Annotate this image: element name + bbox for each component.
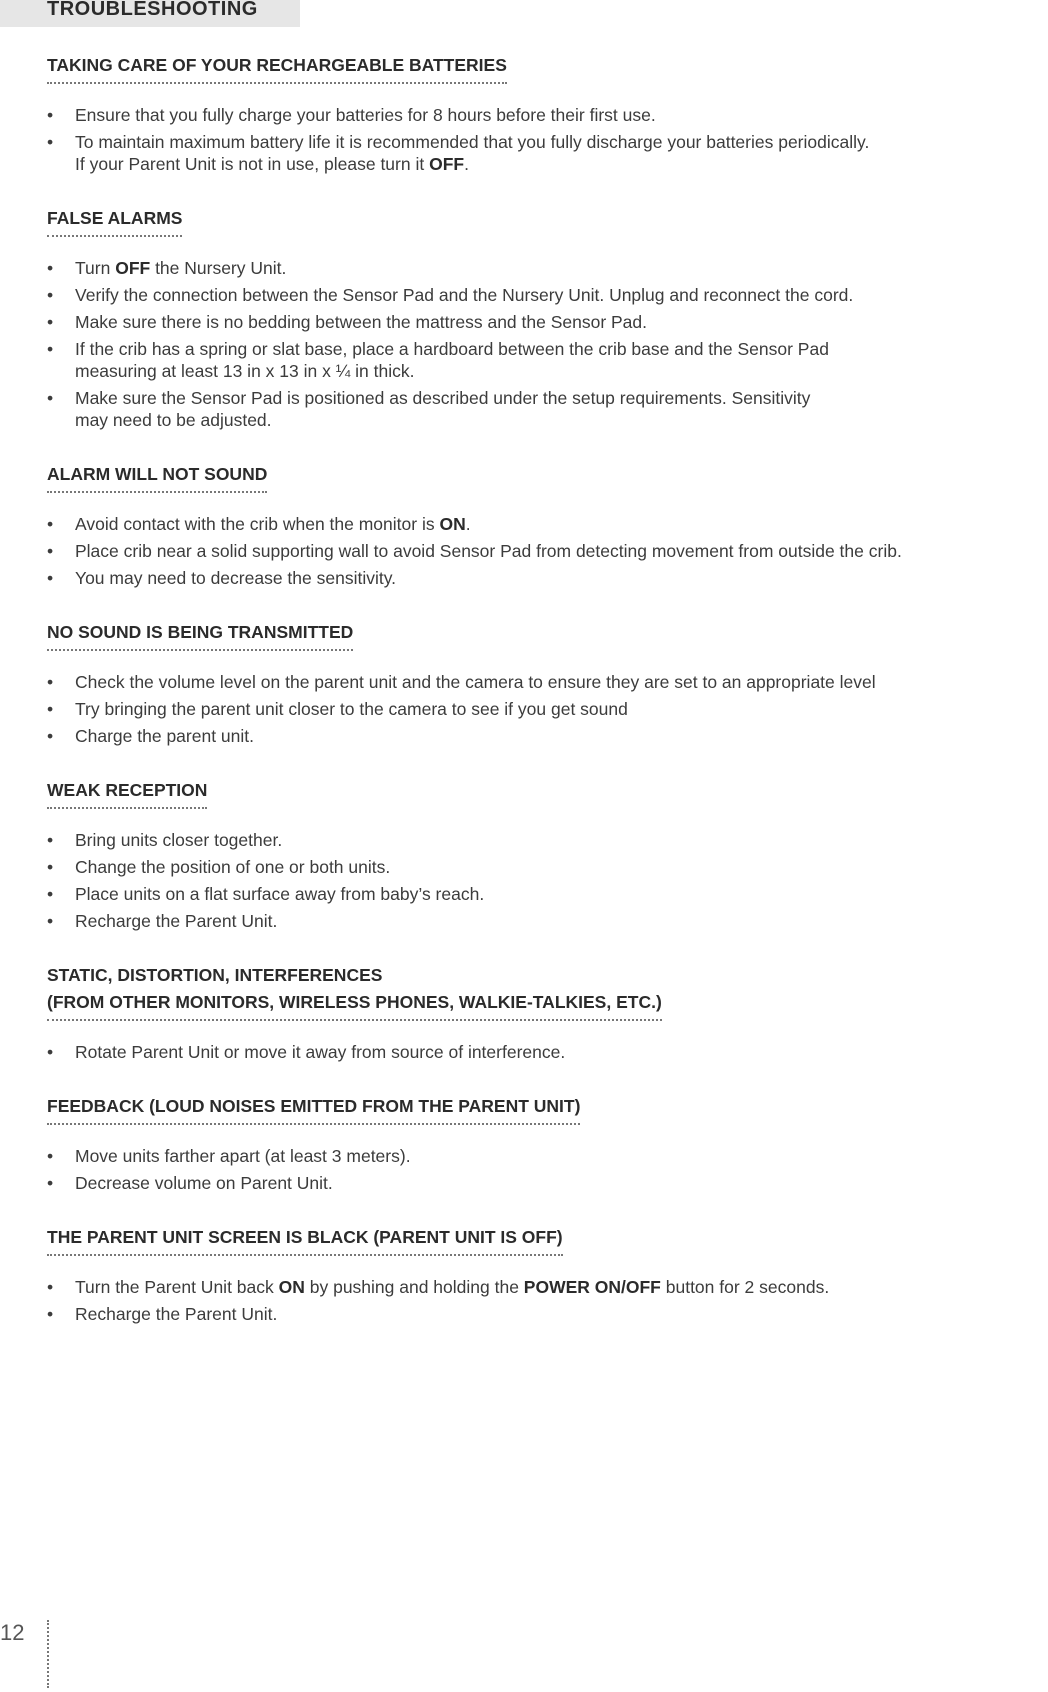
item-text: Decrease volume on Parent Unit.	[75, 1173, 333, 1193]
item-text: Check the volume level on the parent unit and the camera to ensure they are set to an appropriate level	[75, 672, 876, 692]
item-text: Verify the connection between the Sensor Pad and the Nursery Unit. Unplug and reconnect the cord.	[75, 285, 854, 305]
bullet-list	[47, 1276, 1037, 1325]
item-text: Rotate Parent Unit or move it away from source of interference.	[75, 1042, 566, 1062]
list-item	[47, 567, 1037, 589]
section-heading-text: FALSE ALARMS	[47, 208, 183, 228]
list-item	[47, 513, 1037, 535]
list-item	[47, 387, 1037, 431]
list-item	[47, 131, 1037, 175]
section-heading	[47, 619, 353, 651]
item-text: To maintain maximum battery life it is recommended that you fully discharge your batteries periodically.	[75, 132, 870, 152]
list-item	[47, 910, 1037, 932]
section-screen-black	[47, 1224, 1037, 1325]
section-heading	[47, 962, 662, 1021]
item-text: button for 2 seconds.	[660, 1277, 830, 1297]
item-text: Recharge the Parent Unit.	[75, 1304, 278, 1324]
list-item	[47, 311, 1037, 333]
item-text: Change the position of one or both units.	[75, 857, 391, 877]
section-batteries	[47, 52, 1037, 175]
section-heading	[47, 1224, 563, 1256]
item-text: Ensure that you fully charge your batteries for 8 hours before their first use.	[75, 105, 656, 125]
item-text: .	[465, 514, 471, 534]
section-heading-text: NO SOUND IS BEING TRANSMITTED	[47, 622, 354, 642]
section-no-sound	[47, 619, 1037, 747]
footer-divider	[47, 1620, 49, 1688]
item-text: Make sure there is no bedding between the mattress and the Sensor Pad.	[75, 312, 648, 332]
list-item	[47, 284, 1037, 306]
section-heading-text: WEAK RECEPTION	[47, 780, 208, 800]
bullet-list	[47, 671, 1037, 747]
list-item	[47, 856, 1037, 878]
item-text: Place units on a flat surface away from baby’s reach.	[75, 884, 485, 904]
section-weak-reception	[47, 777, 1037, 932]
bullet-list	[47, 1041, 1037, 1063]
section-static-distortion	[47, 962, 1037, 1063]
section-false-alarms	[47, 205, 1037, 431]
page-title: TROUBLESHOOTING	[47, 0, 258, 20]
item-text: Avoid contact with the crib when the monitor is	[75, 514, 440, 534]
item-emphasis: ON	[439, 514, 466, 534]
section-heading-text: ALARM WILL NOT SOUND	[47, 464, 268, 484]
list-item	[47, 104, 1037, 126]
item-text: You may need to decrease the sensitivity.	[75, 568, 397, 588]
bullet-list	[47, 1145, 1037, 1194]
section-heading-text: TAKING CARE OF YOUR RECHARGEABLE BATTERIES	[47, 55, 507, 75]
item-text: .	[464, 154, 469, 174]
item-emphasis: ON	[278, 1277, 305, 1297]
list-item	[47, 540, 1037, 562]
section-heading	[47, 1093, 580, 1125]
list-item	[47, 257, 1037, 279]
list-item	[47, 1041, 1037, 1063]
section-heading-text: THE PARENT UNIT SCREEN IS BLACK (PARENT UNIT IS OFF)	[47, 1227, 563, 1247]
content	[47, 52, 1037, 1355]
section-heading	[47, 461, 267, 493]
item-text: Recharge the Parent Unit.	[75, 911, 278, 931]
bullet-list	[47, 513, 1037, 589]
item-text: Place crib near a solid supporting wall to avoid Sensor Pad from detecting movement from outside the crib.	[75, 541, 902, 561]
item-text: Try bringing the parent unit closer to the camera to see if you get sound	[75, 699, 628, 719]
list-item	[47, 1303, 1037, 1325]
list-item	[47, 1145, 1037, 1167]
item-text: may need to be adjusted.	[75, 410, 272, 430]
bullet-list	[47, 829, 1037, 932]
page-number: 12	[0, 1620, 25, 1645]
list-item	[47, 829, 1037, 851]
item-text: If the crib has a spring or slat base, place a hardboard between the crib base and the Sensor Pad	[75, 339, 829, 359]
item-text: measuring at least 13 in x 13 in x ¼ in thick.	[75, 361, 415, 381]
section-heading-text: STATIC, DISTORTION, INTERFERENCES	[47, 965, 383, 985]
section-heading	[47, 52, 507, 84]
list-item	[47, 698, 1037, 720]
item-text: Make sure the Sensor Pad is positioned as described under the setup requirements. Sensitivity	[75, 388, 811, 408]
list-item	[47, 671, 1037, 693]
item-emphasis: OFF	[115, 258, 151, 278]
item-emphasis: POWER ON/OFF	[523, 1277, 661, 1297]
section-heading	[47, 777, 207, 809]
list-item	[47, 883, 1037, 905]
item-text: Bring units closer together.	[75, 830, 283, 850]
item-text: by pushing and holding the	[304, 1277, 524, 1297]
item-text: Turn the Parent Unit back	[75, 1277, 279, 1297]
list-item	[47, 1172, 1037, 1194]
bullet-list	[47, 104, 1037, 175]
list-item	[47, 1276, 1037, 1298]
section-heading-text: FEEDBACK (LOUD NOISES EMITTED FROM THE PARENT UNIT)	[47, 1096, 581, 1116]
bullet-list	[47, 257, 1037, 431]
item-text: Move units farther apart (at least 3 meters).	[75, 1146, 411, 1166]
item-text: If your Parent Unit is not in use, please turn it	[75, 154, 430, 174]
item-emphasis: OFF	[429, 154, 465, 174]
list-item	[47, 338, 1037, 382]
item-text: Turn	[75, 258, 116, 278]
section-heading-subtext: (FROM OTHER MONITORS, WIRELESS PHONES, WALKIE-TALKIES, ETC.)	[47, 992, 662, 1012]
section-heading	[47, 205, 182, 237]
item-text: the Nursery Unit.	[150, 258, 287, 278]
section-alarm-will-not-sound	[47, 461, 1037, 589]
item-text: Charge the parent unit.	[75, 726, 255, 746]
section-feedback	[47, 1093, 1037, 1194]
list-item	[47, 725, 1037, 747]
